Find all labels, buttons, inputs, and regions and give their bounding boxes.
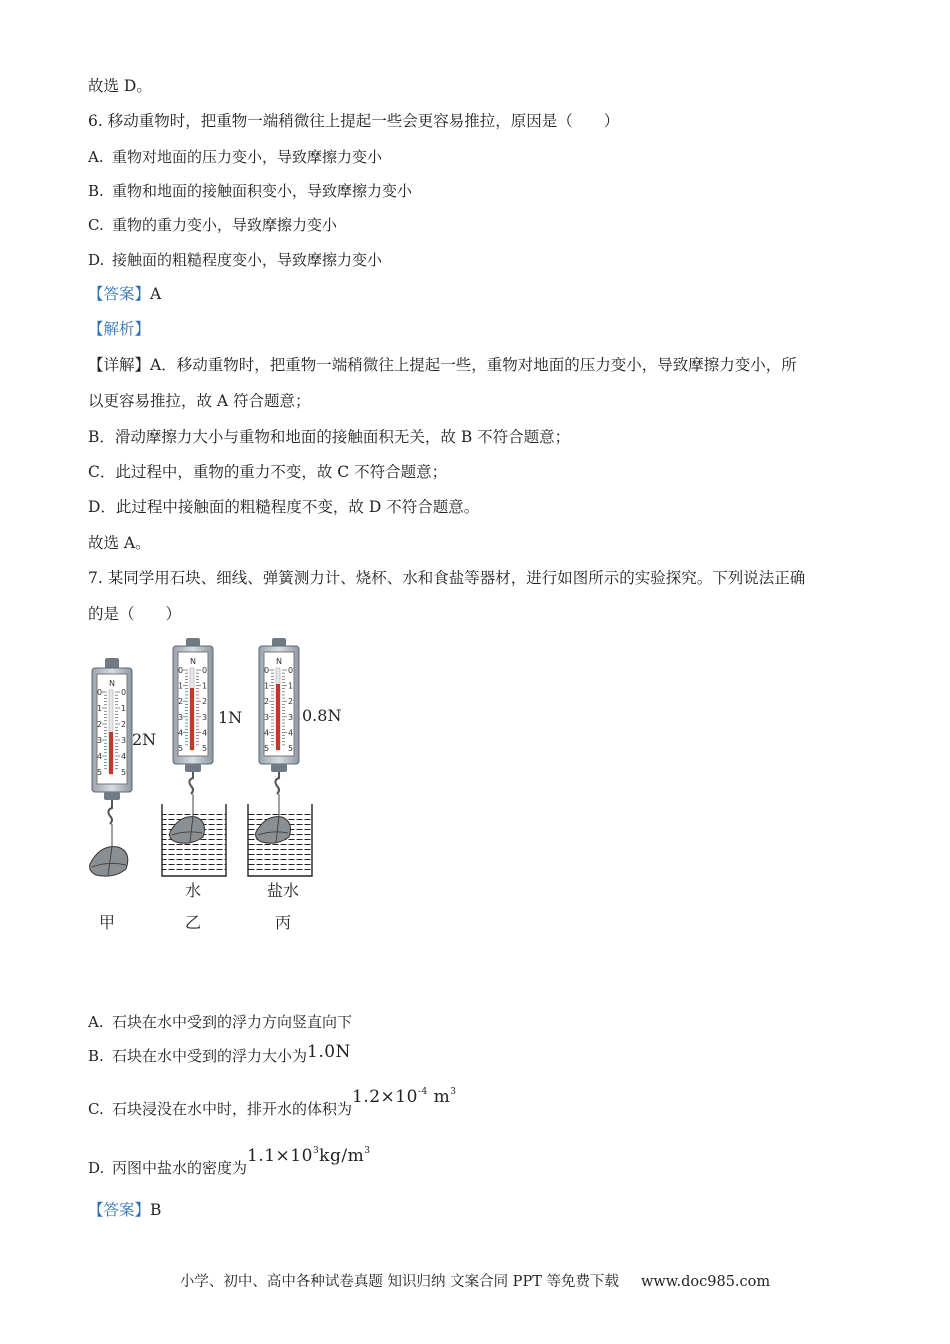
reading-yi: 1N: [218, 708, 243, 727]
math-exponent: 3: [312, 1146, 320, 1156]
analysis-tag: 【解析】: [88, 320, 151, 338]
option-key: A.: [88, 148, 104, 166]
option-6b: [88, 181, 412, 201]
figure-label-yi: 乙: [184, 913, 202, 932]
text-line: 故选 A。: [88, 534, 151, 552]
tick-label: 1: [97, 704, 103, 713]
option-text: 石块浸没在水中时，排开水的体积为: [112, 1100, 353, 1118]
answer-value: A: [150, 285, 162, 303]
detail-line-4: C．此过程中，重物的重力不变，故 C 不符合题意；: [88, 463, 448, 481]
tick-label: 0: [121, 688, 127, 697]
option-6c: [88, 215, 337, 235]
scale-unit: N: [109, 679, 115, 688]
reading-bing: 0.8N: [302, 706, 342, 725]
spring-scale-bing: [248, 638, 312, 876]
question-6-stem: 6. 移动重物时，把重物一端稍微往上提起一些会更容易推拉，原因是（ ）: [88, 112, 620, 130]
tick-label: 5: [264, 744, 270, 753]
tick-label: 5: [121, 768, 127, 777]
detail-line-1: [88, 355, 797, 375]
option-text: 重物和地面的接触面积变小，导致摩擦力变小: [112, 182, 413, 200]
tick-label: 5: [202, 744, 208, 753]
tick-label: 5: [178, 744, 184, 753]
option-7a: [88, 1012, 352, 1032]
tick-label: 1: [178, 681, 184, 691]
tick-label: 3: [288, 712, 294, 722]
tick-label: 2: [97, 720, 103, 729]
scale-unit: N: [190, 657, 196, 666]
tick-label: 1: [121, 704, 127, 713]
tick-label: 0: [264, 666, 270, 675]
option-key: B.: [88, 182, 104, 200]
option-key: D.: [88, 251, 105, 269]
tick-label: 1: [288, 681, 294, 691]
option-key: D.: [88, 1159, 105, 1177]
option-6d: [88, 250, 382, 270]
figure-label-jia: 甲: [98, 913, 116, 932]
detail-text: A．移动重物时，把重物一端稍微往上提起一些，重物对地面的压力变小，导致摩擦力变小，所: [150, 356, 797, 374]
spring-scale-jia: [90, 658, 132, 876]
answer-6: [88, 284, 161, 304]
scale-unit: N: [276, 657, 282, 666]
tick-label: 5: [288, 744, 294, 753]
option-7d: [88, 1146, 371, 1178]
option-text: 重物的重力变小，导致摩擦力变小: [112, 216, 338, 234]
detail-line-3: B．滑动摩擦力大小与重物和地面的接触面积无关，故 B 不符合题意；: [88, 428, 571, 446]
tick-label: 4: [97, 752, 103, 761]
detail-line-5: D．此过程中接触面的粗糙程度不变，故 D 不符合题意。: [88, 498, 480, 516]
option-math: 1.0N: [307, 1042, 351, 1062]
detail-line-2: 以更容易推拉，故 A 符合题意；: [88, 392, 311, 410]
option-text: 石块在水中受到的浮力大小为: [112, 1047, 308, 1065]
question-7-stem-1: 7. 某同学用石块、细线、弹簧测力计、烧杯、水和食盐等器材，进行如图所示的实验探究。下列说法正确: [88, 569, 806, 587]
tick-label: 4: [288, 728, 294, 738]
tick-label: 2: [202, 697, 208, 707]
option-7b: [88, 1042, 351, 1066]
experiment-figure: [80, 632, 380, 942]
option-text: 石块在水中受到的浮力方向竖直向下: [112, 1013, 353, 1031]
math-exponent: 3: [364, 1146, 371, 1156]
tick-label: 3: [178, 712, 184, 722]
question-7-stem-2: 的是（ ）: [88, 605, 182, 623]
tick-label: 3: [97, 736, 103, 745]
option-text: 丙图中盐水的密度为: [112, 1159, 248, 1177]
option-text: 重物对地面的压力变小，导致摩擦力变小: [112, 148, 383, 166]
spring-scale-yi: [162, 638, 226, 876]
option-key: C.: [88, 1100, 104, 1118]
option-math: [247, 1146, 370, 1166]
math-exponent: -4: [417, 1087, 428, 1097]
tick-label: 4: [264, 728, 270, 738]
tick-label: 1: [202, 681, 208, 691]
text-line: 故选 D。: [88, 77, 152, 95]
reading-jia: 2N: [132, 730, 157, 749]
tick-label: 4: [178, 728, 184, 738]
math-unit: m: [427, 1087, 451, 1107]
tick-label: 5: [97, 768, 103, 777]
option-6a: [88, 147, 382, 167]
tick-label: 4: [121, 752, 127, 761]
tick-label: 0: [97, 688, 103, 697]
math-base: 1.2×10: [352, 1087, 418, 1107]
footer-link[interactable]: www.doc985.com: [640, 1274, 771, 1290]
answer-7: [88, 1200, 161, 1220]
answer-value: B: [150, 1201, 162, 1219]
option-7c: [88, 1087, 457, 1119]
tick-label: 2: [178, 697, 184, 707]
tick-label: 1: [264, 681, 270, 691]
tick-label: 0: [288, 666, 294, 675]
tick-label: 3: [202, 712, 208, 722]
detail-tag: 【详解】: [88, 356, 151, 374]
tick-label: 3: [121, 736, 127, 745]
answer-tag: 【答案】: [88, 1201, 151, 1219]
option-math: [352, 1087, 456, 1107]
figure-label-bing: 丙: [274, 913, 292, 932]
tick-label: 0: [178, 666, 184, 675]
liquid-label-saltwater: 盐水: [266, 881, 300, 900]
option-key: A.: [88, 1013, 104, 1031]
math-exponent: 3: [450, 1087, 457, 1097]
tick-label: 2: [264, 697, 270, 707]
page-footer: [0, 1270, 950, 1291]
tick-label: 2: [288, 697, 294, 707]
math-base: 1.1×10: [247, 1146, 313, 1166]
tick-label: 4: [202, 728, 208, 738]
answer-tag: 【答案】: [88, 285, 151, 303]
option-text: 接触面的粗糙程度变小，导致摩擦力变小: [112, 251, 383, 269]
math-unit: kg/m: [319, 1146, 365, 1166]
tick-label: 2: [121, 720, 127, 729]
option-key: B.: [88, 1047, 104, 1065]
liquid-label-water: 水: [184, 881, 202, 900]
footer-text: 小学、初中、高中各种试卷真题 知识归纳 文案合同 PPT 等免费下载: [179, 1274, 619, 1290]
tick-label: 3: [264, 712, 270, 722]
tick-label: 0: [202, 666, 208, 675]
option-key: C.: [88, 216, 104, 234]
